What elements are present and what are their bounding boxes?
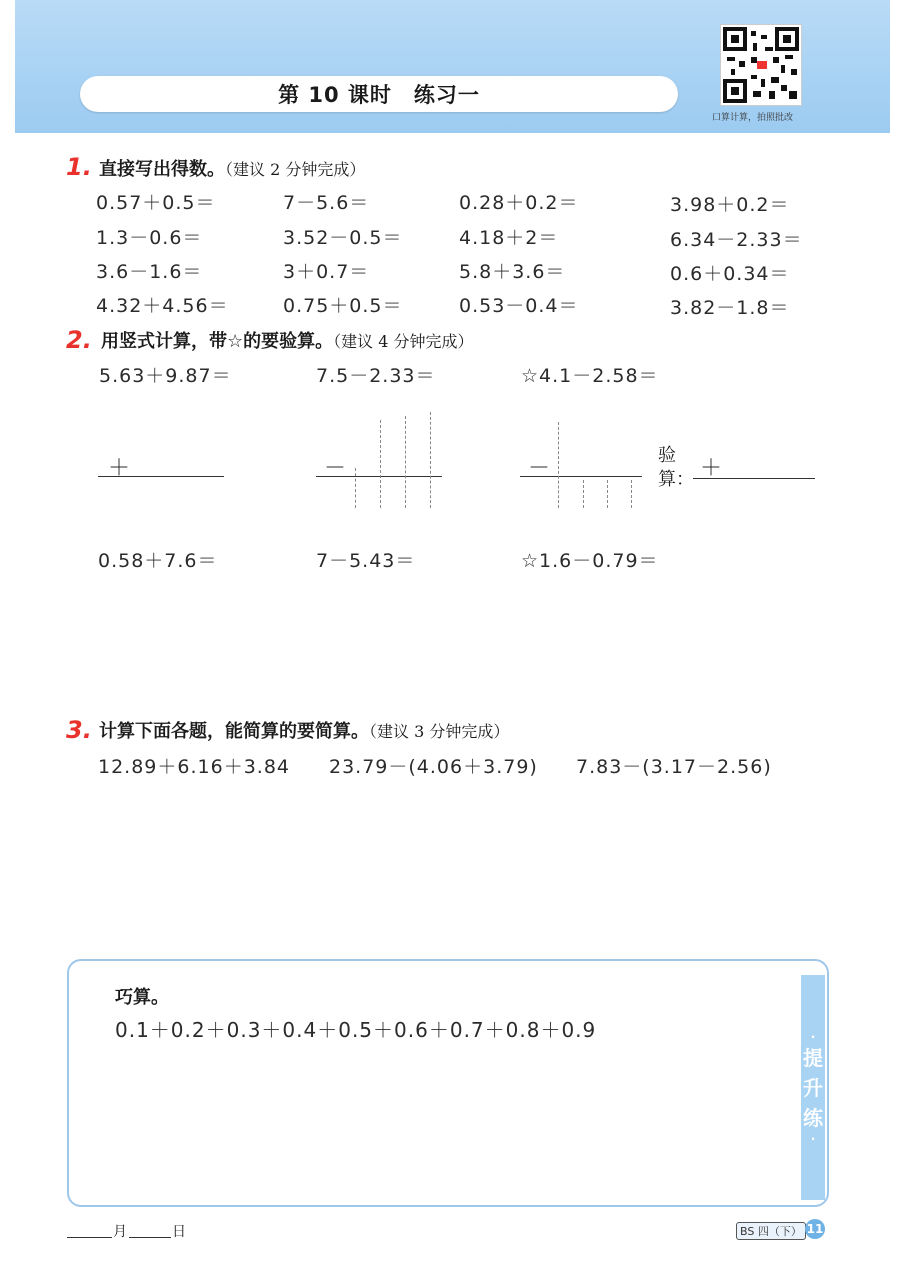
q2-number: 2. [66, 326, 92, 354]
qr-caption: 口算计算，拍照批改 [712, 113, 794, 123]
side-tab-char: 提 [803, 1045, 823, 1070]
q1-expression: 0.6＋0.34＝ [670, 263, 790, 285]
bonus-box [67, 959, 829, 1207]
q1-title-text: 直接写出得数。 [99, 159, 225, 180]
q2-hint: （建议 4 分钟完成） [333, 332, 474, 351]
month-label: 月 [113, 1224, 127, 1240]
q3-title-text: 计算下面各题，能简算的要简算。 [99, 721, 369, 742]
q3-expression: 7.83－(3.17－2.56) [576, 756, 772, 778]
q1-expression: 0.75＋0.5＝ [283, 295, 403, 317]
side-tab-char: 练 [803, 1105, 823, 1130]
q1-expression: 0.28＋0.2＝ [459, 192, 579, 214]
answer-line [98, 476, 224, 477]
q1-expression: 3.52－0.5＝ [283, 227, 403, 249]
q3-title [99, 717, 509, 743]
q1-expression: 5.8＋3.6＝ [459, 261, 566, 283]
day-blank[interactable] [129, 1237, 171, 1238]
place-value-guide [631, 480, 632, 508]
edition-badge: BS 四（下） [736, 1222, 806, 1240]
month-blank[interactable] [67, 1237, 112, 1238]
side-tab-char: 升 [803, 1075, 823, 1100]
q1-expression: 4.32＋4.56＝ [96, 295, 229, 317]
answer-line [316, 476, 442, 477]
day-label: 日 [172, 1224, 186, 1240]
q2-expression: 5.63＋9.87＝ [99, 365, 232, 387]
q2-expression: 0.58＋7.6＝ [98, 550, 218, 572]
bonus-expression: 0.1＋0.2＋0.3＋0.4＋0.5＋0.6＋0.7＋0.8＋0.9 [115, 1018, 597, 1042]
q2-title [101, 327, 474, 353]
minus-operator: － [324, 456, 348, 481]
q2-title-text: 用竖式计算，带☆的要验算。 [101, 331, 334, 352]
place-value-guide [558, 422, 559, 508]
q1-hint: （建议 2 分钟完成） [225, 160, 366, 179]
q3-expression: 23.79－(4.06＋3.79) [329, 756, 538, 778]
plus-operator: ＋ [108, 456, 132, 481]
q1-title [99, 155, 365, 181]
minus-operator: － [528, 456, 552, 481]
q3-expression: 12.89＋6.16＋3.84 [98, 756, 291, 778]
page-number: 11 [805, 1219, 825, 1239]
side-tab-dot: · [810, 1029, 816, 1044]
side-tab-dot: · [810, 1131, 816, 1146]
q1-expression: 1.3－0.6＝ [96, 227, 203, 249]
place-value-guide [355, 468, 356, 508]
q1-expression: 0.53－0.4＝ [459, 295, 579, 317]
q1-number: 1. [66, 153, 92, 181]
qr-code-icon [721, 25, 801, 105]
page-title: 第 10 课时 练习一 [80, 76, 678, 112]
q2-expression: 7.5－2.33＝ [316, 365, 436, 387]
answer-line [693, 478, 815, 479]
place-value-guide [583, 480, 584, 508]
q1-expression: 3.6－1.6＝ [96, 261, 203, 283]
place-value-guide [405, 416, 406, 508]
place-value-guide [430, 412, 431, 508]
plus-operator: ＋ [700, 456, 724, 481]
place-value-guide [380, 420, 381, 508]
qr-code[interactable] [720, 24, 802, 106]
q1-expression: 3＋0.7＝ [283, 261, 370, 283]
q2-expression: ☆1.6－0.79＝ [521, 550, 659, 572]
q1-expression: 7－5.6＝ [283, 192, 370, 214]
q2-expression: 7－5.43＝ [316, 550, 416, 572]
q1-expression: 3.98＋0.2＝ [670, 194, 790, 216]
check-label: 验 [658, 445, 676, 466]
q1-expression: 4.18＋2＝ [459, 227, 559, 249]
place-value-guide [607, 480, 608, 508]
q1-expression: 6.34－2.33＝ [670, 229, 803, 251]
q1-expression: 3.82－1.8＝ [670, 297, 790, 319]
side-tab [801, 975, 825, 1200]
q2-expression: ☆4.1－2.58＝ [521, 365, 659, 387]
q3-number: 3. [66, 716, 92, 744]
bonus-title: 巧算。 [115, 987, 169, 1008]
answer-line [520, 476, 642, 477]
check-label: 算： [658, 469, 694, 490]
q1-expression: 0.57＋0.5＝ [96, 192, 216, 214]
q3-hint: （建议 3 分钟完成） [369, 722, 510, 741]
